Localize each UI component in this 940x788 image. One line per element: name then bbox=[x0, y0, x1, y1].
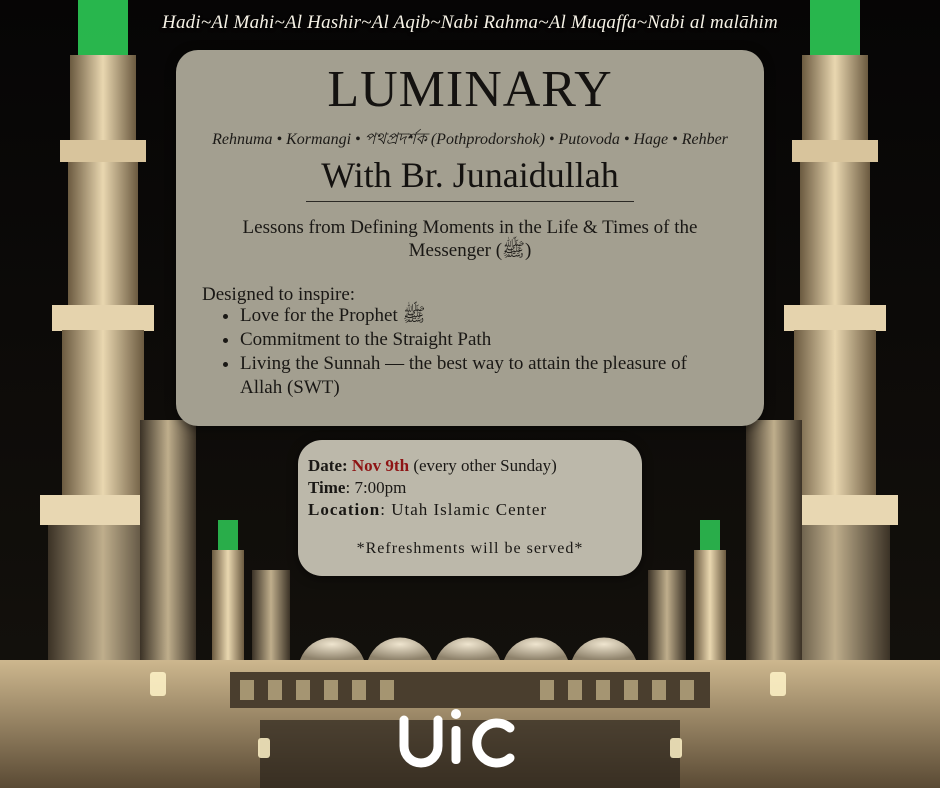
uic-logo bbox=[398, 706, 518, 770]
prophet-names-header: Hadi~Al Mahi~Al Hashir~Al Aqib~Nabi Rahma~Al Muqaffa~Nabi al malāhim bbox=[162, 12, 778, 33]
location-value: : Utah Islamic Center bbox=[380, 500, 548, 519]
event-card bbox=[176, 50, 764, 426]
title-translations: Rehnuma • Kormangi • পথপ্রদর্শক (Pothprodorshok) • Putovoda • Hage • Rehber bbox=[212, 131, 728, 148]
time-value: : 7:00pm bbox=[345, 478, 407, 497]
date-label: Date: bbox=[308, 456, 348, 475]
list-item: • Living the Sunnah — the best way to attain the pleasure of Allah (SWT) bbox=[240, 352, 710, 400]
location-row bbox=[308, 500, 547, 520]
date-row bbox=[308, 456, 557, 476]
date-value: Nov 9th bbox=[351, 456, 410, 475]
divider bbox=[306, 201, 634, 202]
location-label: Location bbox=[308, 500, 381, 519]
list-item: • Commitment to the Straight Path bbox=[240, 328, 710, 352]
time-row bbox=[308, 478, 406, 498]
event-subtitle: Lessons from Defining Moments in the Life & Times of the Messenger (ﷺ) bbox=[242, 217, 698, 261]
list-item: • Love for the Prophet ﷺ bbox=[240, 304, 710, 328]
refreshments-note: *Refreshments will be served* bbox=[356, 540, 584, 557]
date-note: (every other Sunday) bbox=[413, 456, 557, 475]
goals-intro: Designed to inspire: bbox=[202, 284, 356, 305]
event-details-card bbox=[298, 440, 642, 576]
event-title: LUMINARY bbox=[327, 61, 613, 118]
time-label: Time bbox=[308, 478, 346, 497]
presenter-name: With Br. Junaidullah bbox=[321, 155, 619, 195]
goals-list bbox=[202, 304, 710, 400]
